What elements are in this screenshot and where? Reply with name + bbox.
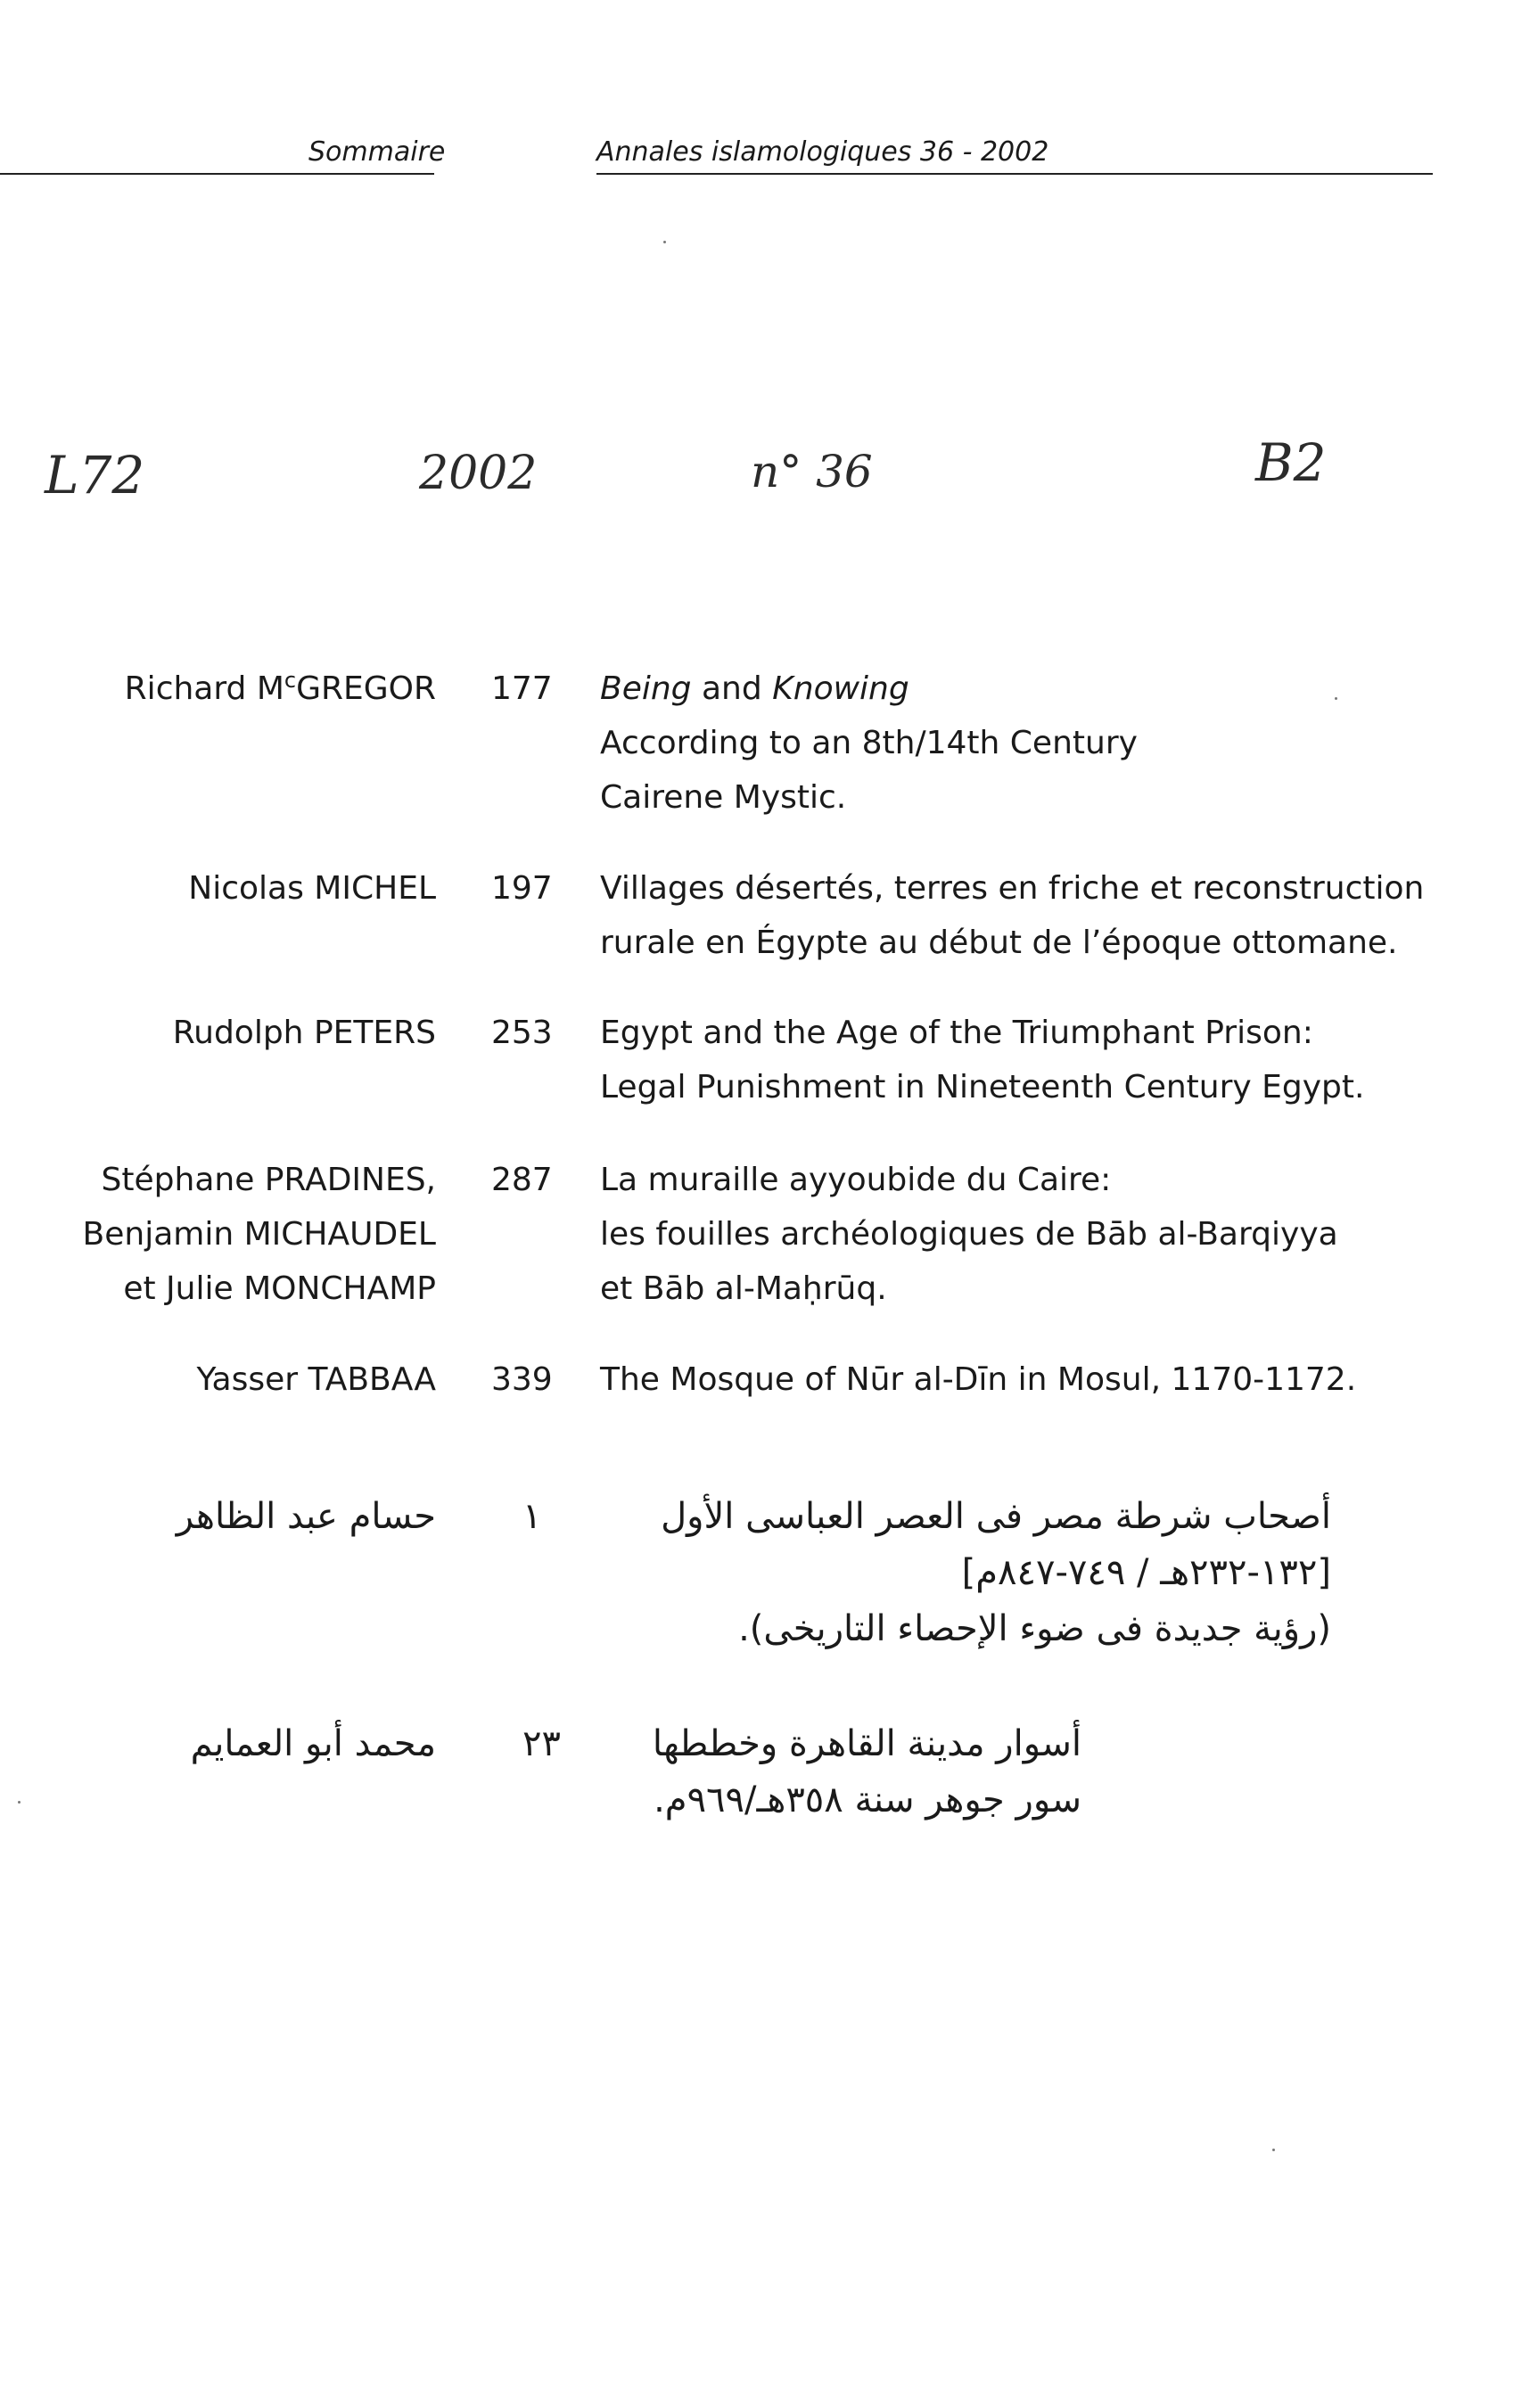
entry-author: Richard $M^cGREGOR$ bbox=[124, 668, 436, 707]
header-rule-left bbox=[0, 173, 434, 175]
entry-author: Nicolas MICHEL bbox=[188, 870, 436, 907]
entry-title: The Mosque of Nūr al-Dīn in Mosul, 1170-1172. bbox=[600, 1361, 1357, 1398]
header-section-label: Sommaire bbox=[308, 136, 446, 168]
entry-title: أسوار مدينة القاهرة وخططها سور جوهر سنة ٣٥٨هـ/٩٦٩م. bbox=[652, 1723, 1081, 1820]
entry-author: Yasser TABBAA bbox=[196, 1361, 436, 1398]
entry-page-number: ٢٣ bbox=[522, 1723, 561, 1764]
entry-author: حسام عبد الظاهر bbox=[176, 1496, 436, 1537]
entry-author: محمد أبو العمايم bbox=[190, 1723, 436, 1764]
entry-title: Being and Knowing According to an 8th/14th Century Cairene Mystic. bbox=[600, 670, 1138, 816]
handwritten-mark-2: 2002 bbox=[419, 447, 538, 500]
scan-speck bbox=[1272, 2149, 1275, 2151]
header-rule-right bbox=[596, 173, 1433, 175]
handwritten-mark-4: B2 bbox=[1255, 432, 1327, 493]
entry-page-number: 287 bbox=[491, 1162, 553, 1198]
entry-page-number: ١ bbox=[522, 1496, 542, 1537]
entry-title: La muraille ayyoubide du Caire: les fouilles archéologiques de Bāb al-Barqiyya et Bāb al-Maḥrūq. bbox=[600, 1162, 1338, 1307]
scan-speck bbox=[1335, 697, 1337, 700]
header-journal-title: Annales islamologiques 36 - 2002 bbox=[596, 136, 1049, 168]
entry-author: Stéphane PRADINES, Benjamin MICHAUDEL et Julie MONCHAMP bbox=[82, 1162, 436, 1307]
entry-title: Egypt and the Age of the Triumphant Prison: Legal Punishment in Nineteenth Century Egypt. bbox=[600, 1015, 1365, 1105]
scan-speck bbox=[18, 1801, 21, 1804]
entry-page-number: 197 bbox=[491, 870, 553, 907]
scan-speck bbox=[663, 241, 666, 243]
handwritten-mark-1: L72 bbox=[45, 445, 145, 505]
entry-page-number: 339 bbox=[491, 1361, 553, 1398]
entry-page-number: 177 bbox=[491, 670, 553, 707]
handwritten-mark-3: n° 36 bbox=[751, 446, 873, 497]
entry-title: أصحاب شرطة مصر فى العصر العباسى الأول [١٣٢-٢٣٢هـ / ٧٤٩-٨٤٧م] (رؤية جديدة فى ضوء الإحصاء التاريخى). bbox=[661, 1496, 1331, 1649]
entry-page-number: 253 bbox=[491, 1015, 553, 1051]
entry-author: Rudolph PETERS bbox=[172, 1015, 436, 1051]
entry-title: Villages désertés, terres en friche et reconstruction rurale en Égypte au début de l’époque ottomane. bbox=[600, 870, 1425, 961]
